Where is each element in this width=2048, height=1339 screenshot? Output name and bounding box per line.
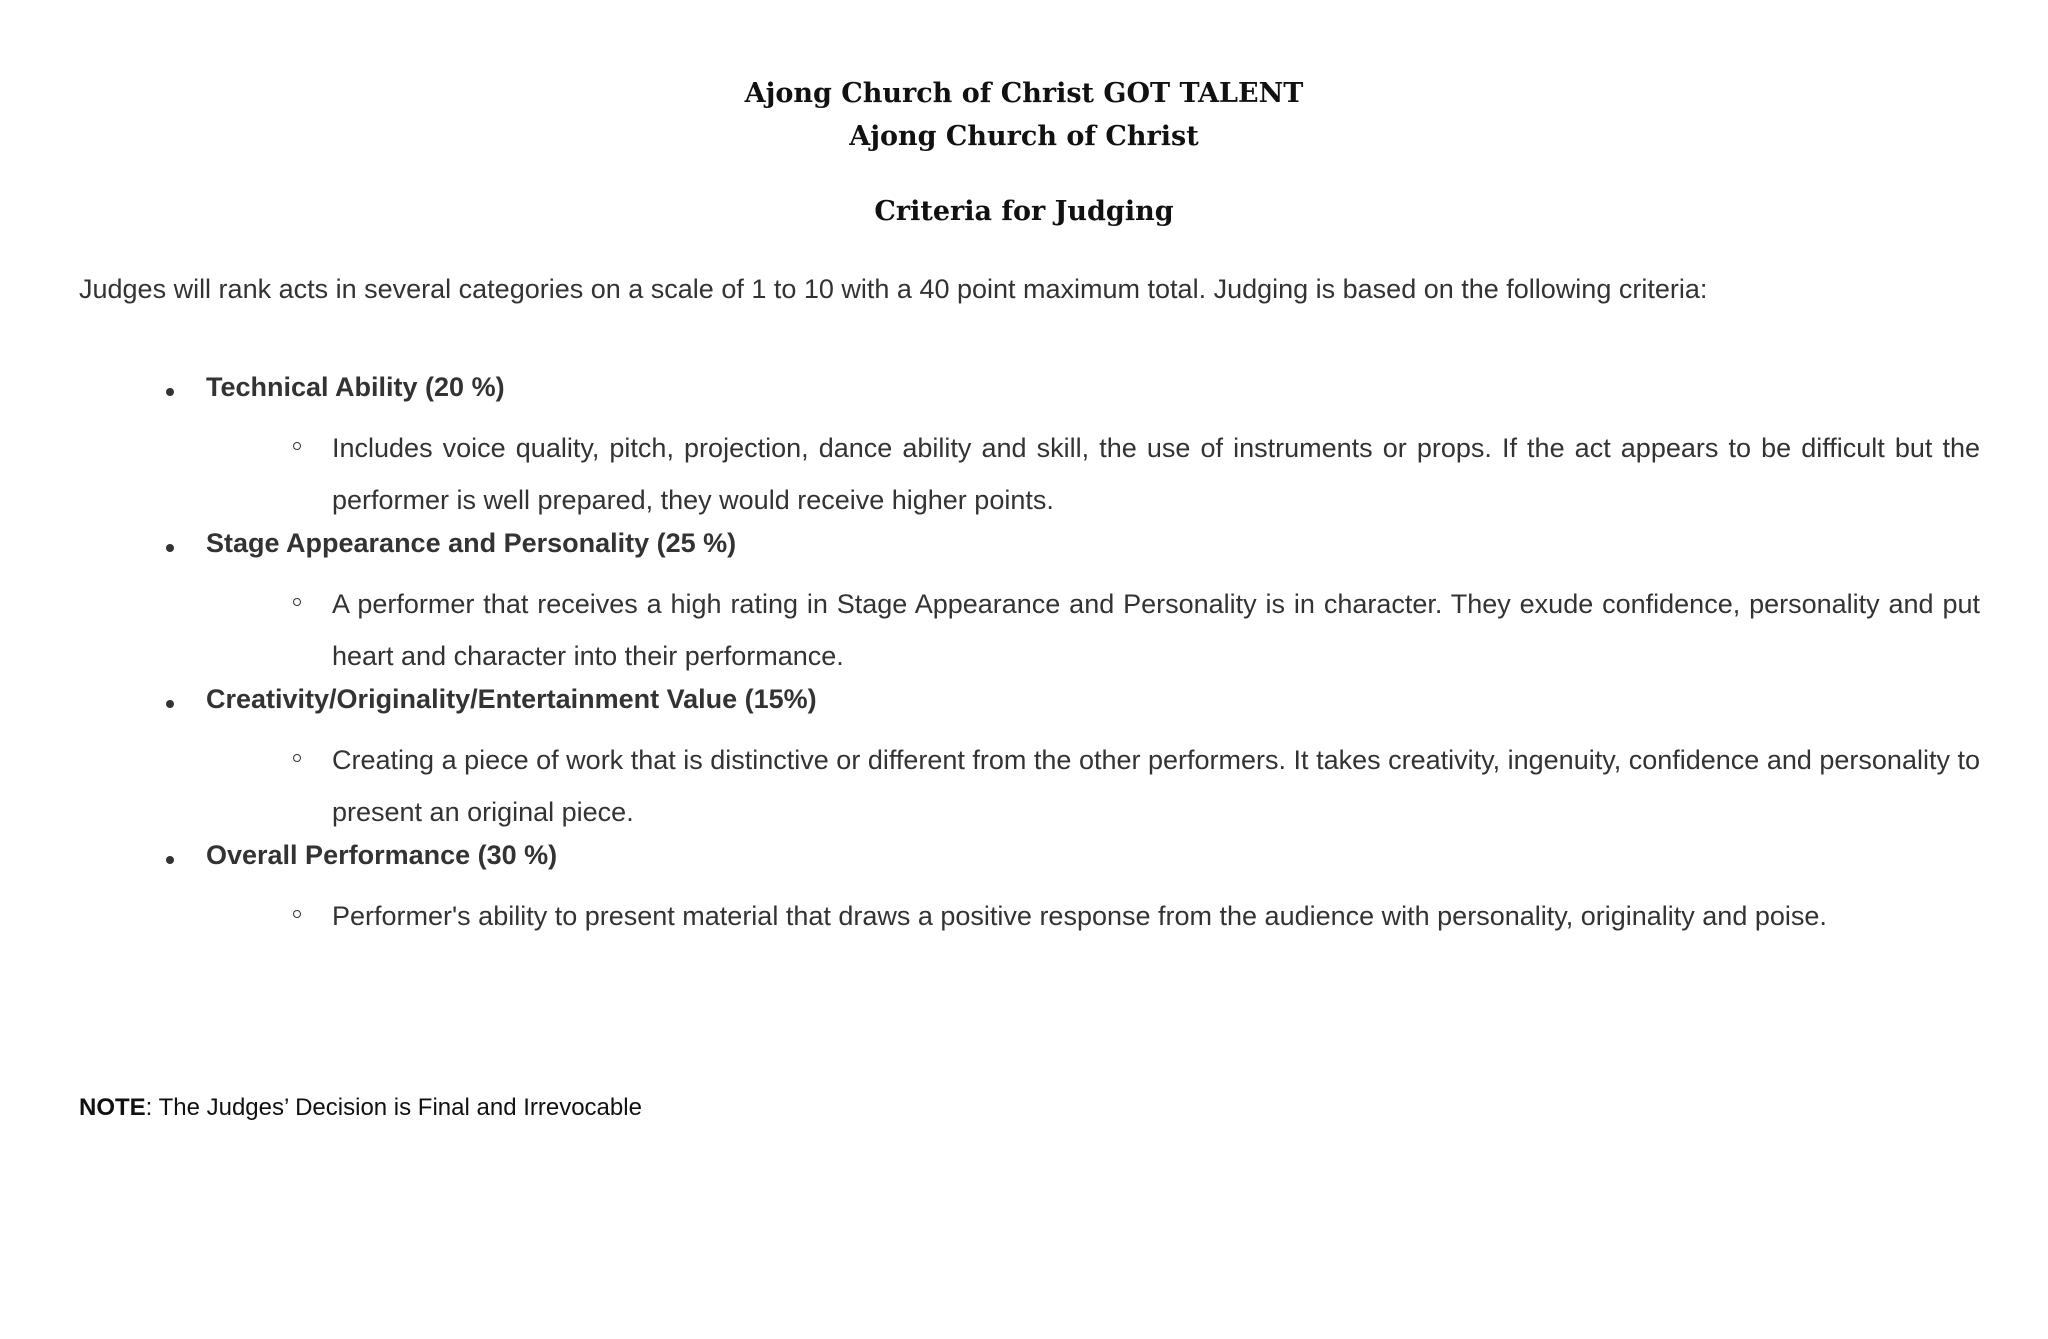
criterion-label: Overall Performance (30 %): [206, 840, 558, 870]
criterion-description: A performer that receives a high rating in Stage Appearance and Personality is in character. They exude confidence, personality and put heart and character into their performance.: [332, 589, 1980, 671]
criteria-list: [0, 370, 2048, 942]
criterion-description-row: [0, 890, 2048, 942]
document-title: Ajong Church of Christ GOT TALENT: [744, 78, 1304, 109]
criterion-heading-row: [0, 370, 2048, 422]
bullet-icon: [166, 544, 174, 552]
note-text: : The Judges’ Decision is Final and Irrevocable: [145, 1094, 642, 1121]
bullet-icon: [166, 856, 174, 864]
criterion-description-row: [0, 578, 2048, 682]
criterion-stage-appearance: [0, 526, 2048, 682]
criterion-label: Creativity/Originality/Entertainment Value (15%): [206, 684, 817, 714]
criterion-description-row: [0, 734, 2048, 838]
sub-bullet-icon: [293, 598, 301, 606]
criterion-description: Performer's ability to present material that draws a positive response from the audience with personality, originality and poise.: [332, 901, 1827, 931]
sub-bullet-icon: [293, 910, 301, 918]
criterion-heading-row: [0, 682, 2048, 734]
section-title: Criteria for Judging: [874, 196, 1174, 227]
note-label: NOTE: [79, 1094, 146, 1121]
criterion-description: Creating a piece of work that is distinctive or different from the other performers. It takes creativity, ingenuity, confidence and personality to present an original piece.: [332, 745, 1980, 827]
criterion-overall-performance: [0, 838, 2048, 942]
bullet-icon: [166, 388, 174, 396]
criterion-technical-ability: [0, 370, 2048, 526]
criterion-label: Stage Appearance and Personality (25 %): [206, 528, 737, 558]
sub-bullet-icon: [293, 442, 301, 450]
criterion-label: Technical Ability (20 %): [206, 372, 505, 402]
document-subtitle: Ajong Church of Christ: [849, 121, 1199, 152]
criterion-heading-row: [0, 838, 2048, 890]
criterion-description-row: [0, 422, 2048, 526]
criterion-heading-row: [0, 526, 2048, 578]
criterion-creativity: [0, 682, 2048, 838]
note-line: [79, 1094, 642, 1122]
bullet-icon: [166, 700, 174, 708]
criterion-description: Includes voice quality, pitch, projection, dance ability and skill, the use of instruments or props. If the act appears to be difficult but the performer is well prepared, they would receive higher points.: [332, 433, 1980, 515]
sub-bullet-icon: [293, 754, 301, 762]
intro-paragraph: Judges will rank acts in several categories on a scale of 1 to 10 with a 40 point maximum total. Judging is based on the following criteria:: [79, 274, 1708, 304]
